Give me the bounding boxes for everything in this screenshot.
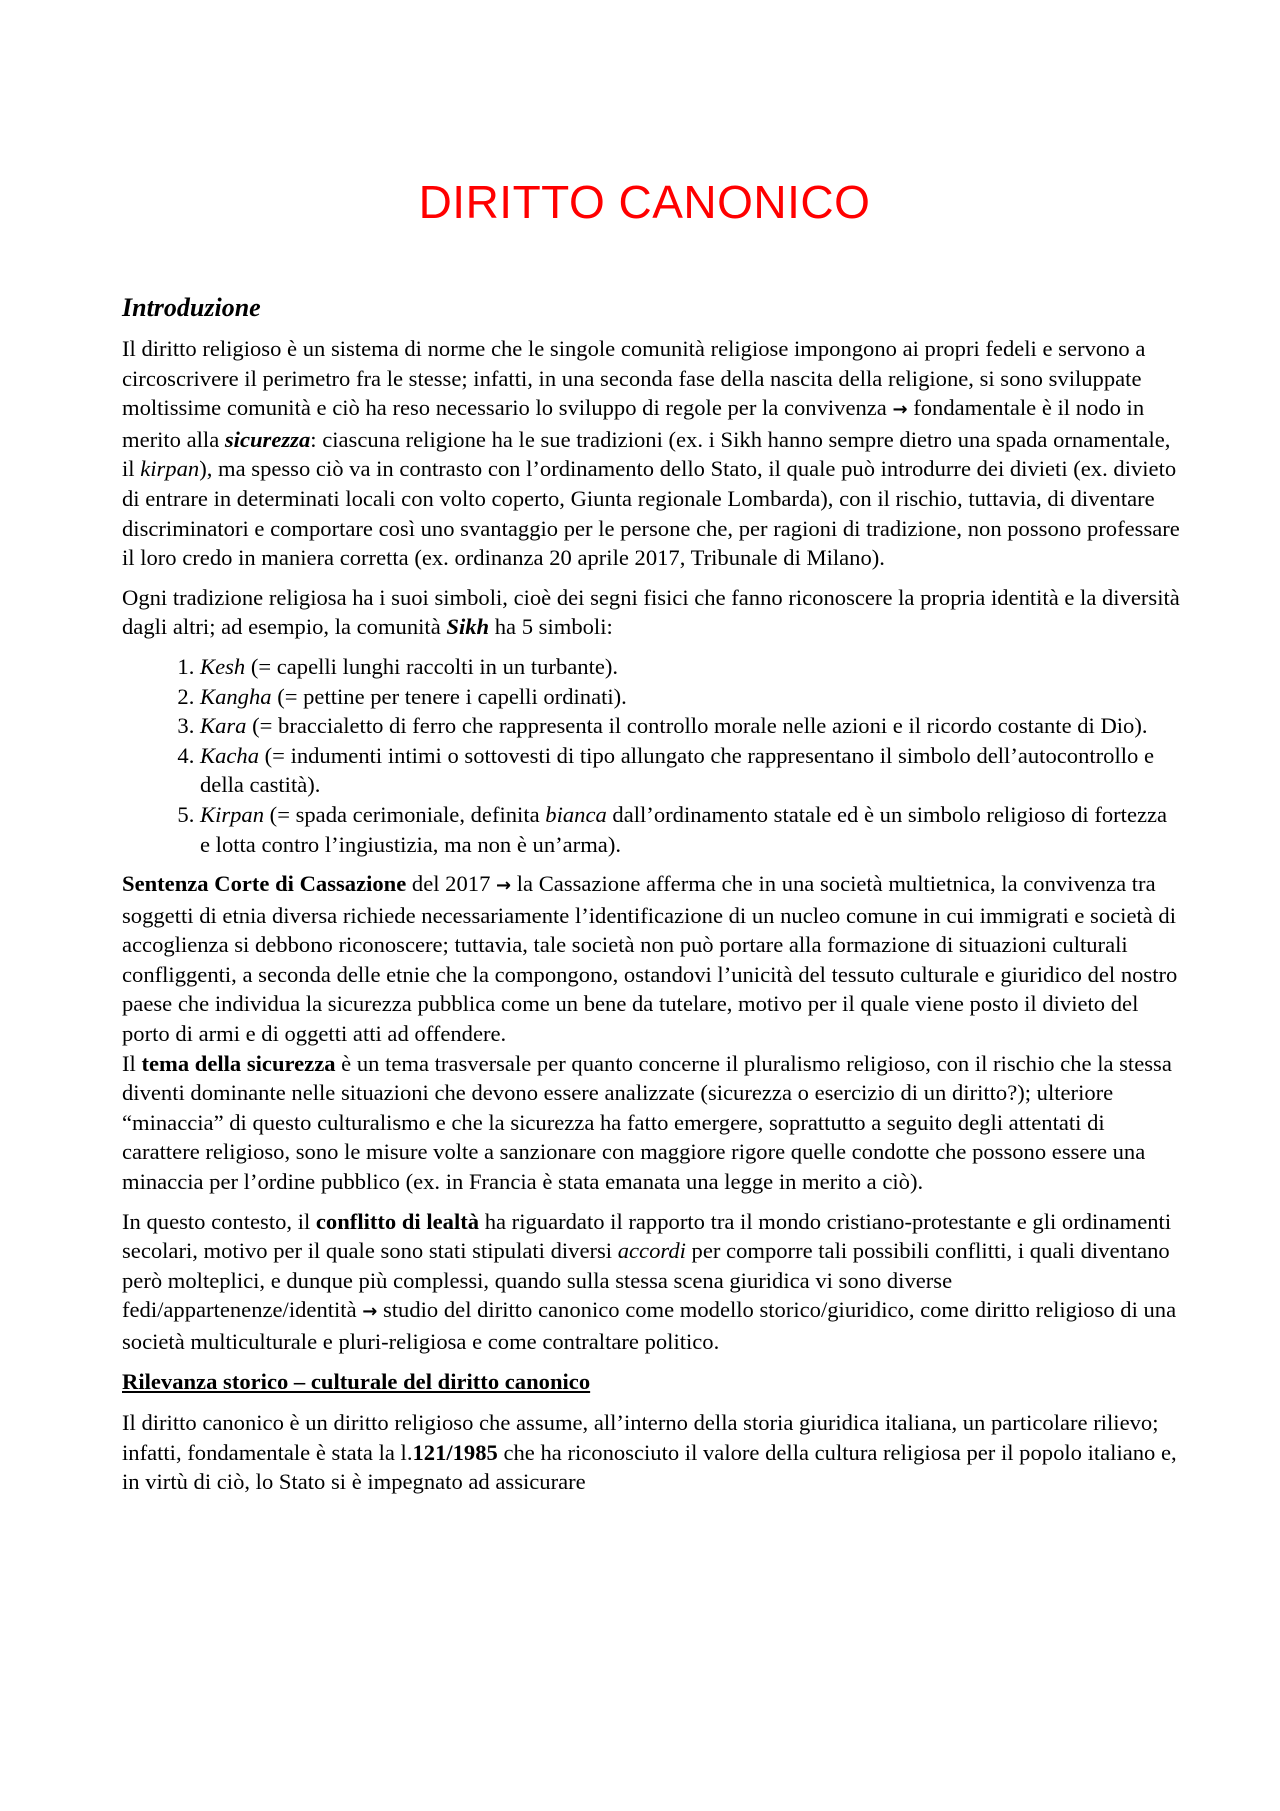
arrow-icon: → [496, 875, 512, 897]
list-item: 5. Kirpan (= spada cerimoniale, definita bianca dall’ordinamento statale ed è un simbolo religioso di fortezza e lotta contro l’ingiustizia, ma non è un’arma). [200, 800, 1182, 859]
list-item: 4. Kacha (= indumenti intimi o sottovesti di tipo allungato che rappresentano il simbolo dell’autocontrollo e della castità). [200, 741, 1182, 800]
arrow-icon: → [892, 399, 908, 421]
paragraph-sentenza: Sentenza Corte di Cassazione del 2017 → la Cassazione afferma che in una società multietnica, la convivenza tra soggetti di etnia diversa richiede necessariamente l’identificazione di un nucleo comune in cui immigrati e società di accoglienza si debbono riconoscere; tuttavia, tale società non può portare alla formazione di situazioni culturali confliggenti, a seconda delle etnie che la compongono, ostandovi l’unicità del tessuto culturale e giuridico del nostro paese che individua la sicurezza pubblica come un bene da tutelare, motivo per il quale viene posto il divieto del porto di armi e di oggetti atti ad offendere. [122, 871, 1178, 1047]
paragraph-conflitto: In questo contesto, il conflitto di lealtà ha riguardato il rapporto tra il mondo cristiano-protestante e gli ordinamenti secolari, motivo per il quale sono stati stipulati diversi accordi per comporre tali possibili conflitti, i quali diventano però molteplici, e dunque più complessi, quando sulla stessa scena giuridica vi sono diverse fedi/appartenenze/identità → studio del diritto canonico come modello storico/giuridico, come diritto religioso di una società multiculturale e pluri-religiosa e come contraltare politico. [122, 1208, 1177, 1354]
paragraph-intro-2: Ogni tradizione religiosa ha i suoi simboli, cioè dei segni fisici che fanno riconoscere la propria identità e la diversità dagli altri; ad esempio, la comunità Sikh ha 5 simboli: [122, 584, 1180, 640]
list-item: 1. Kesh (= capelli lunghi raccolti in un turbante). [200, 652, 1182, 682]
sikh-symbols-list [122, 652, 1182, 859]
list-item: 2. Kangha (= pettine per tenere i capelli ordinati). [200, 682, 1182, 712]
paragraph-rilevanza-1: Il diritto canonico è un diritto religioso che assume, all’interno della storia giuridica italiana, un particolare rilievo; infatti, fondamentale è stata la l.121/1985 che ha riconosciuto il valore della cultura religiosa per il popolo italiano e, in virtù di ciò, lo Stato si è impegnato ad assicurare [122, 1410, 1177, 1495]
document-title: DIRITTO CANONICO [418, 176, 871, 228]
paragraph-intro-1: Il diritto religioso è un sistema di norme che le singole comunità religiose impongono ai propri fedeli e servono a circoscrivere il perimetro fra le stesse; infatti, in una seconda fase della nascita della religione, si sono sviluppate moltissime comunità e ciò ha reso necessario lo sviluppo di regole per la convivenza → fondamentale è il nodo in merito alla sicurezza: ciascuna religione ha le sue tradizioni (ex. i Sikh hanno sempre dietro una spada ornamentale, il kirpan), ma spesso ciò va in contrasto con l’ordinamento dello Stato, il quale può introdurre dei divieti (ex. divieto di entrare in determinati locali con volto coperto, Giunta regionale Lombarda), con il rischio, tuttavia, di diventare discriminatori e comportare così uno svantaggio per le persone che, per ragioni di tradizione, non possono professare il loro credo in maniera corretta (ex. ordinanza 20 aprile 2017, Tribunale di Milano). [122, 336, 1180, 571]
list-item: 3. Kara (= braccialetto di ferro che rappresenta il controllo morale nelle azioni e il ricordo costante di Dio). [200, 711, 1182, 741]
document-body [122, 290, 1182, 1507]
arrow-icon: → [362, 1301, 378, 1323]
section-heading-introduzione: Introduzione [122, 293, 261, 322]
paragraph-sicurezza: Il tema della sicurezza è un tema trasversale per quanto concerne il pluralismo religioso, con il rischio che la stessa diventi dominante nelle situazioni che devono essere analizzate (sicurezza o esercizio di un diritto?); ulteriore “minaccia” di questo culturalismo e che la sicurezza ha fatto emergere, soprattutto a seguito degli attentati di carattere religioso, sono le misure volte a sanzionare con maggiore rigore quelle condotte che possono essere una minaccia per l’ordine pubblico (ex. in Francia è stata emanata una legge in merito a ciò). [122, 1050, 1172, 1195]
section-heading-rilevanza: Rilevanza storico – culturale del diritto canonico [122, 1368, 591, 1394]
